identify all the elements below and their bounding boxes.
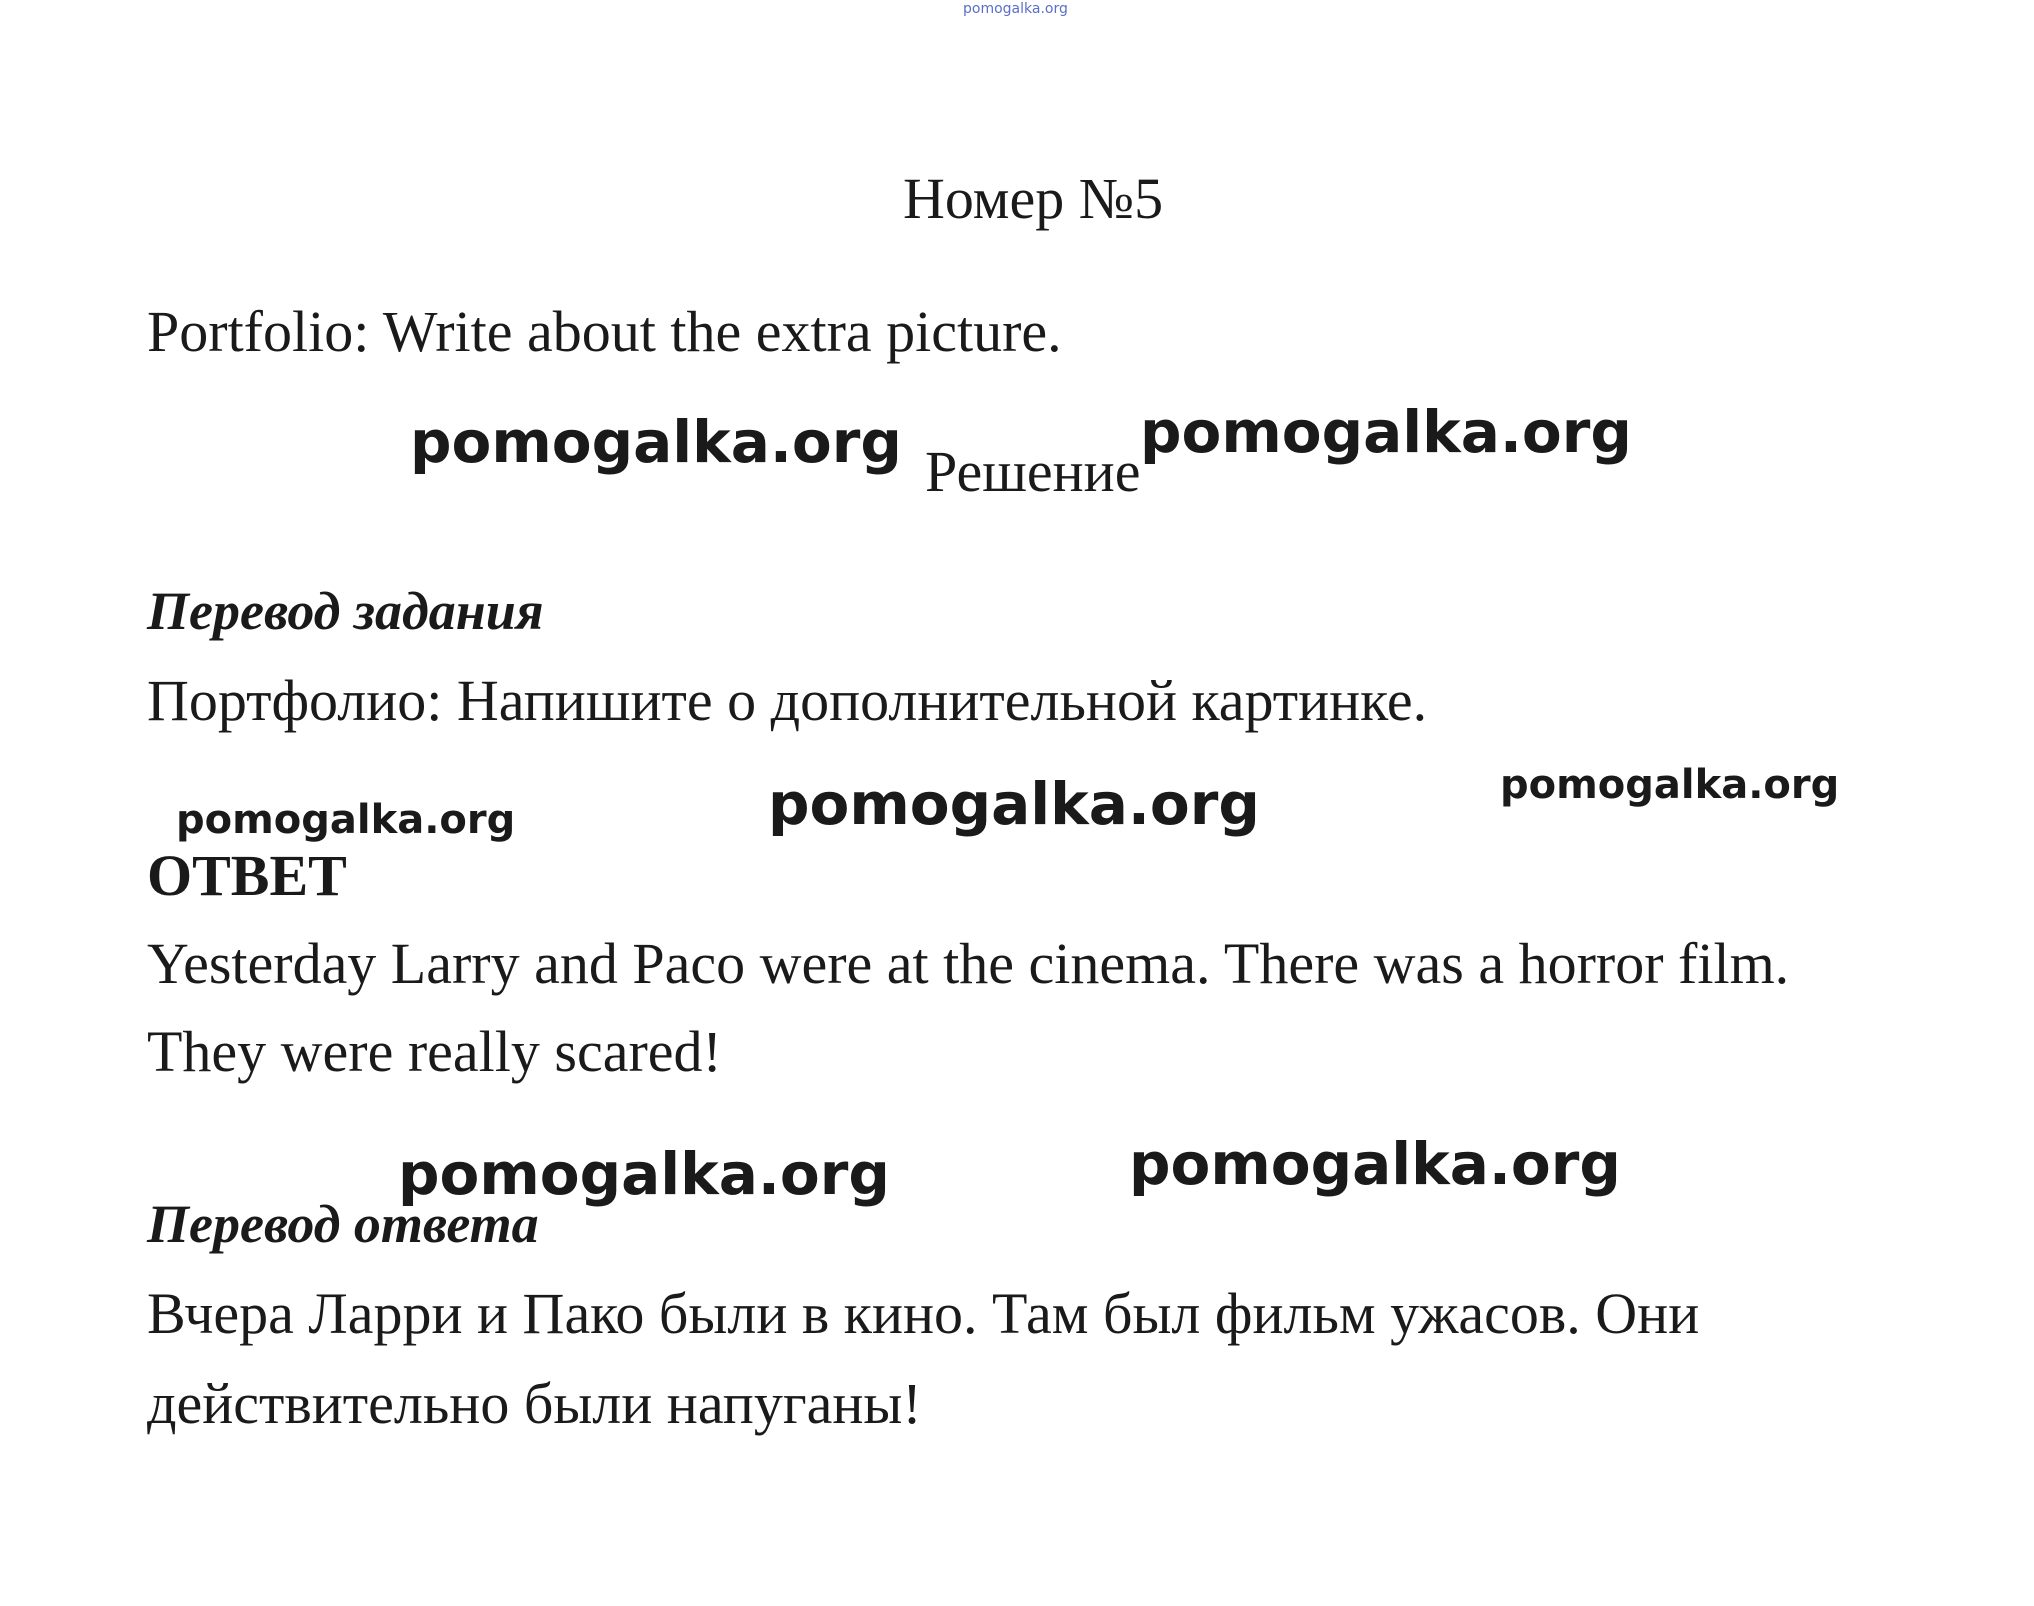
- solution-label: Решение: [925, 439, 1141, 504]
- watermark: pomogalka.org: [1140, 398, 1632, 466]
- task-translation-heading: Перевод задания: [147, 581, 544, 641]
- watermark: pomogalka.org: [1129, 1130, 1621, 1198]
- answer-line: They were really scared!: [147, 1019, 722, 1084]
- header-watermark: pomogalka.org: [963, 1, 1068, 17]
- watermark: pomogalka.org: [176, 797, 516, 843]
- watermark: pomogalka.org: [768, 770, 1260, 838]
- answer-line: Yesterday Larry and Paco were at the cinema. There was a horror film.: [147, 931, 1790, 996]
- answer-translation-line: действительно были напуганы!: [147, 1371, 922, 1436]
- watermark: pomogalka.org: [398, 1140, 890, 1208]
- watermark: pomogalka.org: [410, 408, 902, 476]
- page-title: Номер №5: [903, 166, 1164, 231]
- watermark: pomogalka.org: [1500, 762, 1840, 808]
- answer-translation-line: Вчера Ларри и Пако были в кино. Там был фильм ужасов. Они: [147, 1281, 1700, 1346]
- task-translation-text: Портфолио: Напишите о дополнительной картинке.: [147, 668, 1428, 733]
- answer-translation-heading: Перевод ответа: [147, 1194, 539, 1254]
- task-text: Portfolio: Write about the extra picture.: [147, 299, 1062, 364]
- answer-heading: ОТВЕТ: [147, 843, 347, 908]
